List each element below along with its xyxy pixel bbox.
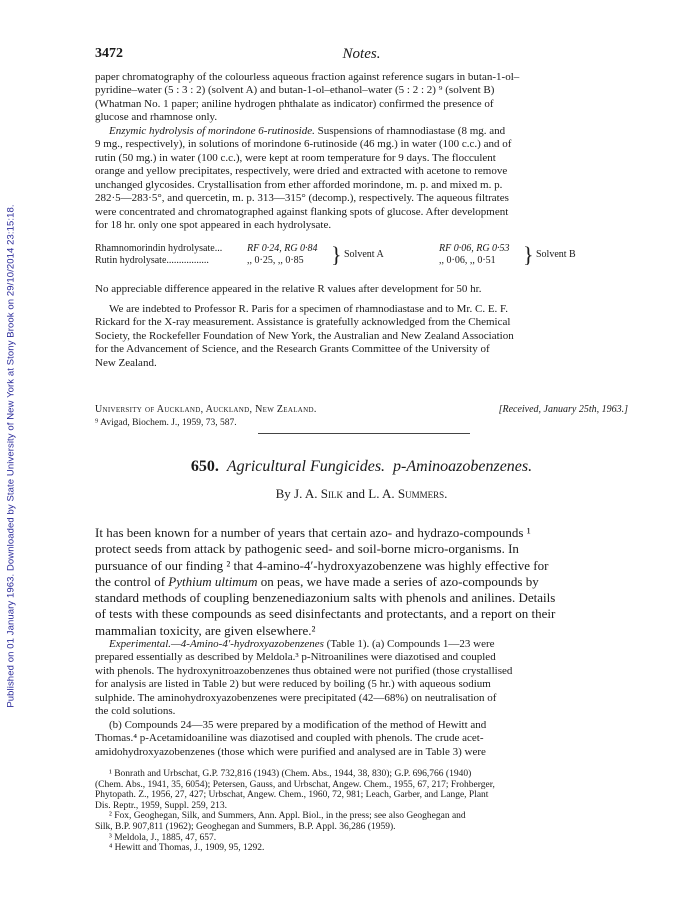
table-row-label: Rhamnomorindin hydrolysate... xyxy=(95,243,223,254)
table-cell: RF 0·06, RG 0·53 xyxy=(439,243,510,254)
footnote-text: ⁹ Avigad, Biochem. J., 1959, 73, 587. xyxy=(95,418,237,428)
text-line: (b) Compounds 24—35 were prepared by a modification of the method of Hewitt and xyxy=(109,718,487,731)
text-run: on peas, we have made a series of azo-compounds by xyxy=(257,573,539,589)
affiliation: University of Auckland, Auckland, New Zealand. xyxy=(95,404,317,415)
text-line: rutin (50 mg.) in water (100 c.c.), were kept at room temperature for 9 days. The flocculent xyxy=(95,151,496,164)
article-number: 650. xyxy=(190,458,219,475)
text-run: the control of xyxy=(95,573,169,589)
table-cell: RF 0·24, RG 0·84 xyxy=(247,243,318,254)
footnote-9 xyxy=(95,418,628,429)
running-header xyxy=(95,46,628,64)
intro-paragraph-1 xyxy=(95,71,628,125)
text-line: amidohydroxyazobenzenes (those which were purified and analysed are in Table 3) were xyxy=(95,745,486,758)
text-line: mammalian toxicity, are given elsewhere.² xyxy=(95,622,316,638)
text-line: New Zealand. xyxy=(95,356,157,369)
text-line: Rickard for the X-ray measurement. Assistance is gratefully acknowledged from the Chemical xyxy=(95,316,511,329)
author-name: L. A. Summers. xyxy=(368,486,448,501)
text-line: pyridine–water (5 : 3 : 2) (solvent A) and butan-1-ol–ethanol–water (5 : 2 : 2) ⁹ (solvent B) xyxy=(95,84,495,97)
footnote-line: ¹ Bonrath and Urbschat, G.P. 732,816 (1943) (Chem. Abs., 1944, 38, 830); G.P. 696,766 (1940) xyxy=(109,769,472,779)
page-number: 3472 xyxy=(95,46,123,61)
section-title: Notes. xyxy=(342,46,381,62)
text-line: pursuance of our finding ² that 4-amino-4′-hydroxyazobenzene was highly effective for xyxy=(95,557,549,573)
download-watermark xyxy=(0,0,22,912)
text-line: for 18 hr. only one spot appeared in each hydrolysate. xyxy=(95,219,332,232)
text-line: for analysis are listed in Table 2) but were reduced by boiling (5 hr.) with aqueous sodium xyxy=(95,678,491,691)
rf-values-table xyxy=(95,243,628,269)
text-line: were concentrated and chromatographed against flanking spots of glucose. After development xyxy=(95,205,509,218)
text-line: standard methods of coupling benzenediazonium salts with phenols and anilines. Details xyxy=(95,590,556,606)
experimental-paragraph xyxy=(95,638,628,759)
footnote-line: ³ Meldola, J., 1885, 47, 657. xyxy=(109,832,217,843)
author-name: J. A. Silk xyxy=(294,486,343,501)
text-line: We are indebted to Professor R. Paris for a specimen of rhamnodiastase and to Mr. C. E. F. xyxy=(109,303,509,315)
footnote-line: Silk, B.P. 907,811 (1962); Geoghegan and Summers, B.P. Appl. 36,286 (1959). xyxy=(95,821,396,832)
text-run: Suspensions of rhamnodiastase (8 mg. and xyxy=(314,125,506,137)
affiliation-line xyxy=(95,404,628,415)
received-date: [Received, January 25th, 1963.] xyxy=(498,404,628,415)
text-line: sulphide. The aminohydroxyazobenzenes were precipitated (42—68%) on neutralisation of xyxy=(95,691,497,704)
download-watermark-text: Published on 01 January 1963. Downloaded by State University of New York at Stony Brook on 29/10/2014 23:15:18. xyxy=(5,204,17,708)
footnote-line: ² Fox, Geoghegan, Silk, and Summers, Ann. Appl. Biol., in the press; see also Geoghegan and xyxy=(109,811,466,822)
relative-r-paragraph xyxy=(95,283,628,296)
text-line: for the Advancement of Science, and the Research Grants Committee of the University of xyxy=(95,343,490,356)
table-row-label: Rutin hydrolysate................. xyxy=(95,255,209,266)
article-title xyxy=(95,458,628,476)
text-line xyxy=(95,574,628,590)
article-subtitle: p-Aminoazobenzenes. xyxy=(393,458,533,475)
text-line: (Whatman No. 1 paper; aniline hydrogen phthalate as indicator) confirmed the presence of xyxy=(95,97,494,110)
paragraph-heading: Experimental.—4-Amino-4′-hydroxyazobenzenes xyxy=(109,638,324,650)
text-line: the cold solutions. xyxy=(95,705,176,718)
enzymic-hydrolysis-paragraph xyxy=(95,125,628,233)
byline xyxy=(95,486,628,502)
text-line: paper chromatography of the colourless aqueous fraction against reference sugars in butan-1-ol– xyxy=(95,71,520,83)
abstract-paragraph xyxy=(95,525,628,639)
footnote-line: ⁴ Hewitt and Thomas, J., 1909, 95, 1292. xyxy=(109,843,265,854)
text-line xyxy=(95,125,628,138)
text-line: 9 mg., respectively), in solutions of morindone 6-rutinoside (46 mg.) in water (100 c.c.) and of xyxy=(95,138,512,151)
text-line: glucose and rhamnose only. xyxy=(95,111,218,124)
solvent-label: Solvent B xyxy=(536,249,576,260)
text-line: prepared essentially as described by Meldola.³ p-Nitroanilines were diazotised and coupled xyxy=(95,651,496,664)
text-line: orange and yellow precipitates, respectively, were dried and extracted with acetone to remove xyxy=(95,165,508,178)
section-divider xyxy=(258,433,470,434)
text-line: with phenols. The hydroxynitroazobenzenes thus obtained were not purified (those crystallised xyxy=(95,664,513,677)
solvent-label: Solvent A xyxy=(344,249,384,260)
footnotes xyxy=(95,769,628,854)
table-cell: ,, 0·06, ,, 0·51 xyxy=(439,255,496,266)
byline-and: and xyxy=(346,486,366,501)
footnote-line: Phytopath. Z., 1956, 27, 427; Urbschat, Angew. Chem., 1960, 72, 981; Leach, Garber, and Lange, Plant xyxy=(95,790,489,801)
text-line: 282·5—283·5°, and quercetin, m. p. 313—315° (decomp.), respectively. The aqueous filtrates xyxy=(95,192,509,205)
text-line: protect seeds from attack by pathogenic seed- and soil-borne micro-organisms. In xyxy=(95,541,519,557)
text-line: Society, the Rockefeller Foundation of New York, the Australian and New Zealand Association xyxy=(95,329,514,342)
article-title-text: Agricultural Fungicides. xyxy=(226,458,386,475)
text-line: of tests with these compounds as seed disinfectants and protectants, and a report on their xyxy=(95,606,556,622)
paragraph-heading: Enzymic hydrolysis of morindone 6-rutinoside. xyxy=(109,125,315,137)
text-line: unchanged glycosides. Crystallisation from ether afforded morindone, m. p. and mixed m. p. xyxy=(95,178,503,191)
text-line: No appreciable difference appeared in the relative R values after development for 50 hr. xyxy=(95,283,482,295)
brace-glyph: } xyxy=(331,242,342,267)
footnote-line: (Chem. Abs., 1941, 35, 6054); Petersen, Gauss, and Urbschat, Angew. Chem., 1955, 67, 217; Frohberger, xyxy=(95,779,495,790)
text-line: It has been known for a number of years that certain azo- and hydrazo-compounds ¹ xyxy=(95,525,531,540)
text-line xyxy=(95,638,628,651)
footnote-line: Dis. Reptr., 1959, Suppl. 259, 213. xyxy=(95,800,227,811)
text-run: (Table 1). (a) Compounds 1—23 were xyxy=(323,638,495,650)
table-cell: ,, 0·25, ,, 0·85 xyxy=(247,255,304,266)
acknowledgement-paragraph xyxy=(95,303,628,370)
byline-by: By xyxy=(275,486,291,501)
species-name: Pythium ultimum xyxy=(168,573,258,589)
brace-glyph: } xyxy=(523,242,534,267)
text-line: Thomas.⁴ p-Acetamidoaniline was diazotised and coupled with phenols. The crude acet- xyxy=(95,732,484,745)
